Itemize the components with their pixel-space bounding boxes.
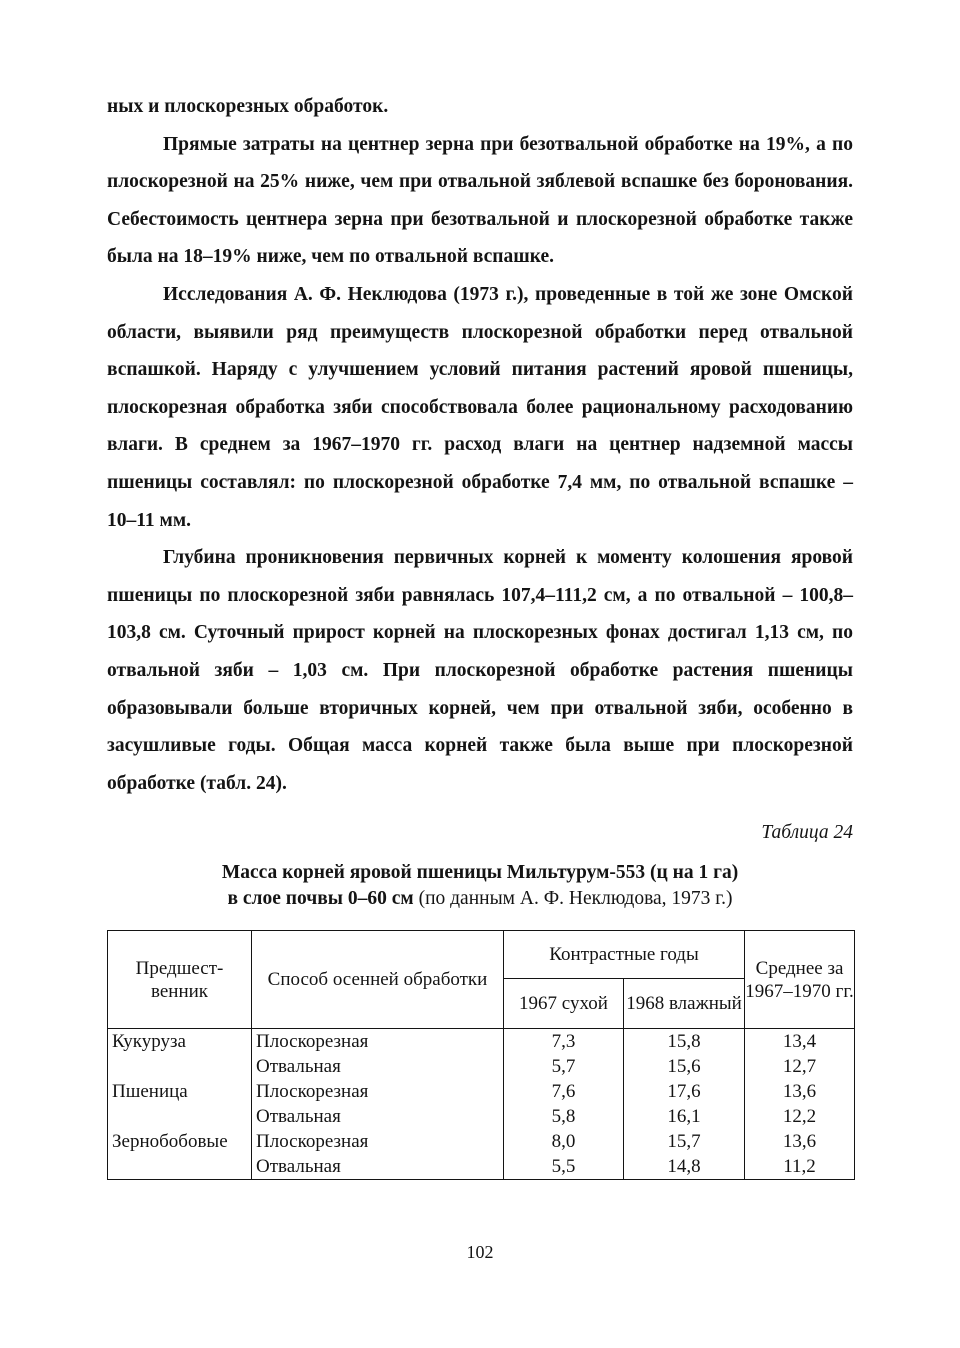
cell-predecessor: Пшеница (108, 1079, 252, 1104)
page-number: 102 (466, 1242, 494, 1262)
root-mass-table (107, 930, 855, 1180)
cell-average: 12,7 (745, 1054, 855, 1079)
cell-predecessor (108, 1154, 252, 1180)
header-contrast-years: Контрастные годы (504, 931, 745, 979)
cell-predecessor: Кукуруза (108, 1029, 252, 1055)
table-row (108, 1079, 855, 1104)
header-year-1967: 1967 сухой (504, 979, 624, 1029)
cell-1968: 15,7 (624, 1129, 745, 1154)
cell-predecessor (108, 1054, 252, 1079)
paragraph-costs: Прямые затраты на центнер зерна при безотвальной обработке на 19%, а по плоскорезной на 25% ниже, чем при отвальной зяблевой вспашке без боронования. Себестоимость центнера зерна при безотвальной и плоскорезной обработке также была на 18–19% ниже, чем по отвальной вспашке. (107, 133, 853, 268)
page-body (107, 88, 853, 912)
header-average: Среднее за 1967–1970 гг. (745, 931, 855, 1029)
cell-method: Отвальная (252, 1104, 504, 1129)
table-title-line2-bold: в слое почвы 0–60 см (227, 888, 414, 910)
cell-method: Плоскорезная (252, 1079, 504, 1104)
cell-predecessor: Зернобобовые (108, 1129, 252, 1154)
table-row (108, 1129, 855, 1154)
cell-1967: 7,6 (504, 1079, 624, 1104)
paragraph-continuation: ных и плоскорезных обработок. (107, 96, 389, 117)
cell-1967: 7,3 (504, 1029, 624, 1055)
cell-method: Отвальная (252, 1054, 504, 1079)
cell-1967: 5,5 (504, 1154, 624, 1180)
table-title (107, 860, 853, 912)
cell-method: Плоскорезная (252, 1129, 504, 1154)
table-caption: Таблица 24 (761, 822, 853, 844)
cell-average: 13,6 (745, 1129, 855, 1154)
cell-1967: 5,7 (504, 1054, 624, 1079)
cell-method: Отвальная (252, 1154, 504, 1180)
header-year-1968: 1968 влажный (624, 979, 745, 1029)
cell-method: Плоскорезная (252, 1029, 504, 1055)
cell-1967: 8,0 (504, 1129, 624, 1154)
table-title-line2 (107, 886, 853, 912)
table-row (108, 1054, 855, 1079)
cell-average: 13,4 (745, 1029, 855, 1055)
cell-1968: 14,8 (624, 1154, 745, 1180)
table-title-line1: Масса корней яровой пшеницы Мильтурум-553 (ц на 1 га) (221, 862, 739, 884)
cell-average: 11,2 (745, 1154, 855, 1180)
cell-1968: 17,6 (624, 1079, 745, 1104)
cell-average: 13,6 (745, 1079, 855, 1104)
paragraph-neklyudov-study: Исследования А. Ф. Неклюдова (1973 г.), проведенные в той же зоне Омской области, выявили ряд преимуществ плоскорезной обработки перед отвальной вспашкой. Наряду с улучшением условий питания растений яровой пшеницы, плоскорезная обработка зяби способствовала более рациональному расходованию влаги. В среднем за 1967–1970 гг. расход влаги на центнер надземной массы пшеницы составлял: по плоскорезной обработке 7,4 мм, по отвальной вспашке – 10–11 мм. (107, 283, 853, 531)
table-row (108, 1104, 855, 1129)
cell-1968: 15,6 (624, 1054, 745, 1079)
cell-1967: 5,8 (504, 1104, 624, 1129)
table-row (108, 1029, 855, 1055)
cell-1968: 15,8 (624, 1029, 745, 1055)
cell-1968: 16,1 (624, 1104, 745, 1129)
header-method: Способ осенней обработки (252, 931, 504, 1029)
cell-average: 12,2 (745, 1104, 855, 1129)
table-row (108, 1154, 855, 1180)
paragraph-root-depth: Глубина проникновения первичных корней к моменту колошения яровой пшеницы по плоскорезной зяби равнялась 107,4–111,2 см, а по отвальной – 100,8–103,8 см. Суточный прирост корней на плоскорезных фонах достигал 1,13 см, по отвальной зяби – 1,03 см. При плоскорезной обработке растения пшеницы образовывали больше вторичных корней, чем при отвальной зяби, особенно в засушливые годы. Общая масса корней также была выше при плоскорезной обработке (табл. 24). (107, 547, 853, 794)
cell-predecessor (108, 1104, 252, 1129)
header-predecessor: Предшест-венник (108, 931, 252, 1029)
table-title-line2-rest: (по данным А. Ф. Неклюдова, 1973 г.) (413, 888, 733, 910)
